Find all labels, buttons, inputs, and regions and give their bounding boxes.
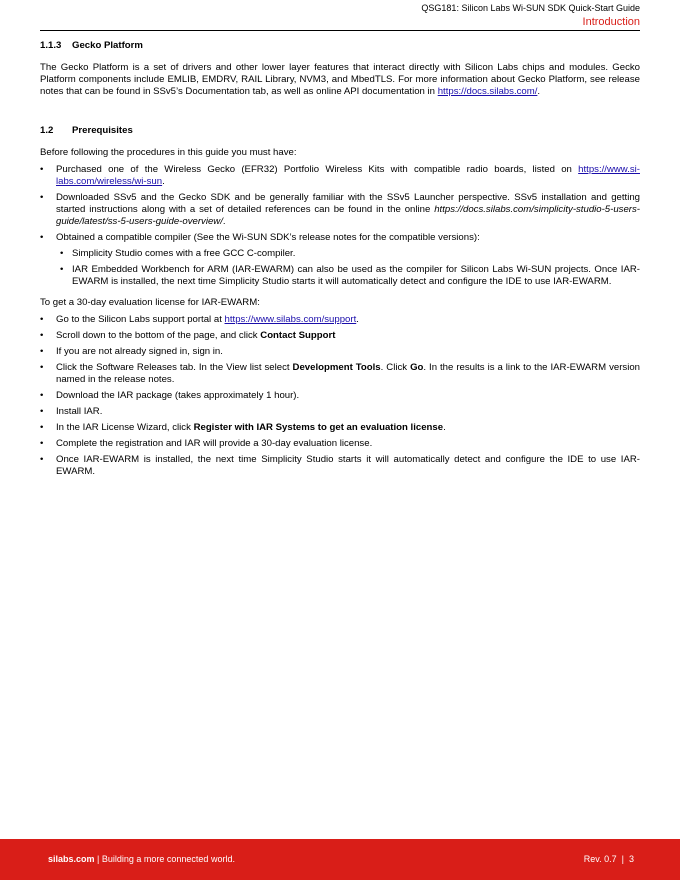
section-heading-text: Gecko Platform	[72, 40, 143, 51]
list-item: • Install IAR.	[40, 406, 640, 418]
evaluation-intro: To get a 30-day evaluation license for IAR-EWARM:	[40, 297, 260, 308]
prerequisites-heading	[40, 125, 640, 137]
list-item: • Once IAR-EWARM is installed, the next time Simplicity Studio starts it will automatically detect and configure the IDE to use IAR-EWARM.	[40, 454, 640, 478]
list-item: • Complete the registration and IAR will provide a 30-day evaluation license.	[40, 438, 640, 450]
footer-page-info	[584, 854, 634, 864]
support-portal-link[interactable]: https://www.silabs.com/support	[224, 314, 357, 325]
list-item: • Obtained a compatible compiler (See the Wi-SUN SDK’s release notes for the compatible versions): • Simplicity Studio comes with a free GCC C-compiler. • IAR Embedded Workbench for ARM (IAR-EWARM) can also be used as the compiler for Silicon Labs Wi-SUN projects. Once IAR-EWARM is installed, the next time Simplicity Studio starts it will automatically detect and configure the IDE to use IAR-EWARM.	[40, 232, 640, 288]
list-item: • In the IAR License Wizard, click Register with IAR Systems to get an evaluation license.	[40, 422, 640, 434]
page-footer	[0, 839, 680, 880]
paragraph-text: The Gecko Platform is a set of drivers and other lower layer features that interact directly with Silicon Labs chips and modules. Gecko Platform components include EMLIB, EMDRV, RAIL Library, NVM3, and MbedTLS. For more information about Gecko Platform, see release notes that can be found in SSv5’s Documentation tab, as well as online API documentation in	[40, 62, 640, 97]
evaluation-steps-list	[40, 314, 640, 478]
gecko-platform-heading	[40, 40, 640, 52]
wi-sun-kits-link[interactable]: https://www.si-labs.com/wireless/wi-sun	[56, 164, 640, 187]
list-item: • Click the Software Releases tab. In the View list select Development Tools. Click Go. In the results is a link to the IAR-EWARM version named in the release notes.	[40, 362, 640, 386]
list-item: • IAR Embedded Workbench for ARM (IAR-EWARM) can also be used as the compiler for Silicon Labs Wi-SUN projects. Once IAR-EWARM is installed, the next time Simplicity Studio starts it will automatically detect and configure the IDE to use IAR-EWARM.	[56, 264, 640, 288]
list-item: • Go to the Silicon Labs support portal at https://www.silabs.com/support.	[40, 314, 640, 326]
section-number: 1.2	[40, 125, 54, 136]
docs-link[interactable]: https://docs.silabs.com/	[437, 86, 538, 97]
document-title: QSG181: Silicon Labs Wi-SUN SDK Quick-Start Guide	[421, 3, 640, 13]
header-divider	[40, 30, 640, 31]
list-item: • Download the IAR package (takes approximately 1 hour).	[40, 390, 640, 402]
list-item: • Purchased one of the Wireless Gecko (EFR32) Portfolio Wireless Kits with compatible radio boards, listed on https://www.si-labs.com/wireless/wi-sun.	[40, 164, 640, 188]
prerequisites-intro: Before following the procedures in this guide you must have:	[40, 147, 297, 158]
section-name: Introduction	[582, 16, 640, 28]
footer-site: silabs.com	[48, 854, 95, 864]
list-item: • Scroll down to the bottom of the page, and click Contact Support	[40, 330, 640, 342]
compiler-sublist	[56, 248, 640, 288]
gecko-platform-paragraph: The Gecko Platform is a set of drivers and other lower layer features that interact directly with Silicon Labs chips and modules. Gecko Platform components include EMLIB, EMDRV, RAIL Library, NVM3, and MbedTLS. For more information about Gecko Platform, see release notes that can be found in SSv5’s Documentation tab, as well as online API documentation in https://docs.silabs.com/.	[40, 62, 640, 97]
page-number: | 3	[616, 854, 634, 864]
revision: Rev. 0.7	[583, 854, 617, 864]
footer-branding	[48, 854, 235, 864]
list-item: • If you are not already signed in, sign in.	[40, 346, 640, 358]
ssv5-docs-reference: https://docs.silabs.com/simplicity-studio-5-users-guide/latest/ss-5-users-guide-overview/	[56, 204, 640, 227]
list-item: • Simplicity Studio comes with a free GCC C-compiler.	[56, 248, 640, 260]
list-item: • Downloaded SSv5 and the Gecko SDK and be generally familiar with the SSv5 Launcher perspective. SSv5 installation and getting started instructions along with a set of detailed references can be found in the online https://docs.silabs.com/simplicity-studio-5-users-guide/latest/ss-5-users-guide-overview/.	[40, 192, 640, 228]
page-header	[421, 3, 640, 29]
page-content	[40, 40, 640, 478]
section-heading-text: Prerequisites	[72, 125, 133, 136]
prerequisites-list	[40, 164, 640, 288]
section-number: 1.1.3	[40, 40, 62, 51]
footer-tagline: | Building a more connected world.	[94, 854, 235, 864]
